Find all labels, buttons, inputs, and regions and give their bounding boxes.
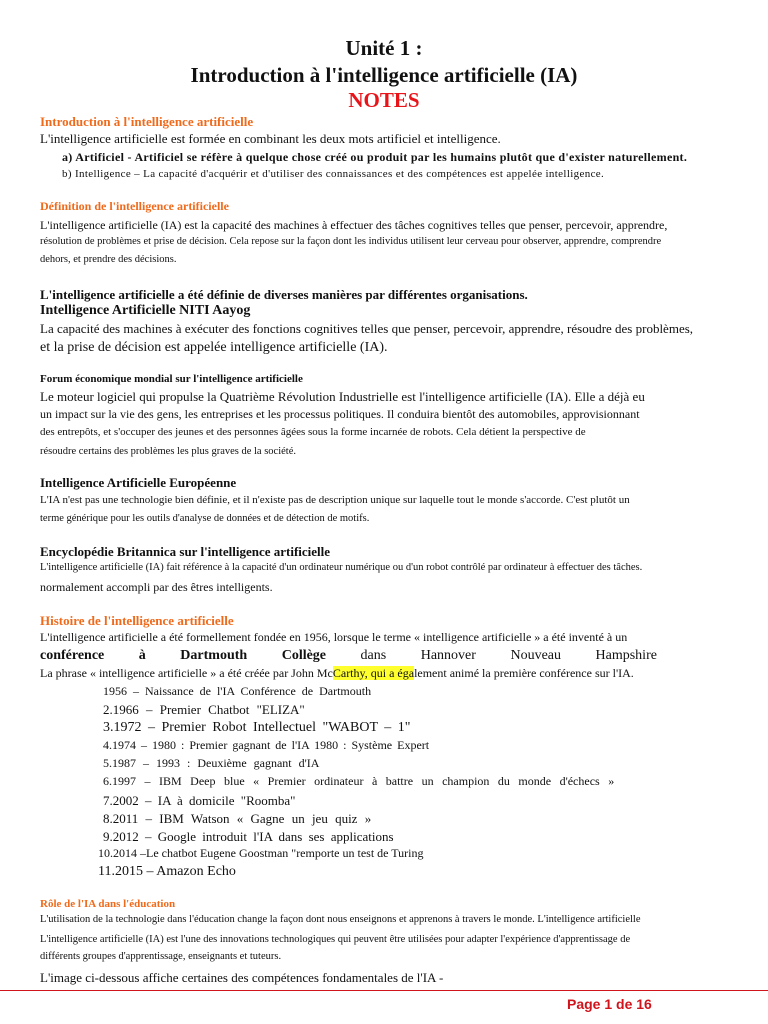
page-title: Introduction à l'intelligence artificielle (IA) <box>190 63 578 87</box>
history-line-1: L'intelligence artificielle a été formellement fondée en 1956, lorsque le terme « intelligence artificielle » a été inventé à un <box>40 630 628 644</box>
various-heading: L'intelligence artificielle a été définie de diverses manières par différentes organisations. <box>40 287 528 302</box>
conf-word: Collège <box>281 648 327 663</box>
timeline-item: 9.2012 – Google introduit l'IA dans ses applications <box>103 829 394 844</box>
forum-heading: Forum économique mondial sur l'intelligence artificielle <box>40 373 303 385</box>
intro-line: L'intelligence artificielle est formée en combinant les deux mots artificiel et intelligence. <box>40 131 501 146</box>
notes-label: NOTES <box>348 88 420 112</box>
definition-heading: Définition de l'intelligence artificielle <box>40 199 229 213</box>
niti-line-2: et la prise de décision est appelée intelligence artificielle (IA). <box>40 340 388 355</box>
page-number: Page 1 de 16 <box>567 996 652 1012</box>
education-heading: Rôle de l'IA dans l'éducation <box>40 898 176 910</box>
timeline-item: 2.1966 – Premier Chatbot "ELIZA" <box>103 702 305 717</box>
europe-heading: Intelligence Artificielle Européenne <box>40 475 237 490</box>
forum-line-2: un impact sur la vie des gens, les entreprises et les processus politiques. Il conduira bientôt des automobiles, approvisionnant <box>40 407 640 421</box>
timeline-item: 8.2011 – IBM Watson « Gagne un jeu quiz » <box>103 811 372 826</box>
intro-item-b: b) Intelligence – La capacité d'acquérir et d'utiliser des connaissances et des compétences est appelée intelligence. <box>62 168 605 180</box>
britannica-line-2: normalement accompli par des êtres intelligents. <box>40 580 273 594</box>
history-conference-line <box>40 648 657 664</box>
phrase-highlight: Carthy, qui a éga <box>332 666 415 680</box>
timeline-item: 1956 – Naissance de l'IA Conférence de Dartmouth <box>103 684 372 698</box>
conf-word: dans <box>360 648 387 663</box>
history-phrase-line <box>40 666 634 681</box>
niti-heading: Intelligence Artificielle NITI Aayog <box>40 303 251 318</box>
forum-line-4: résoudre certains des problèmes les plus graves de la société. <box>40 446 296 457</box>
conf-word: à <box>138 648 146 663</box>
footer-rule <box>0 990 768 991</box>
conf-word: Nouveau <box>510 648 561 663</box>
phrase-end: lement animé la première conférence sur l'IA. <box>414 666 634 680</box>
conf-word: Dartmouth <box>180 648 248 663</box>
forum-line-3: des entrepôts, et s'occuper des jeunes et des personnes âgées sous la forme incarnée de robots. Cela détient la perspective de <box>40 426 586 438</box>
education-line-3: différents groupes d'apprentissage, enseignants et tuteurs. <box>40 951 282 962</box>
definition-line-1: L'intelligence artificielle (IA) est la capacité des machines à effectuer des tâches cognitives telles que penser, percevoir, apprendre, <box>40 218 668 232</box>
unit-label: Unité 1 : <box>345 36 423 60</box>
europe-line-2: terme générique pour les outils d'analyse de données et de détection de motifs. <box>40 513 370 524</box>
education-line-2: L'intelligence artificielle (IA) est l'une des innovations technologiques qui peuvent être utilisées pour adapter l'expérience d'apprentissage de <box>40 934 631 945</box>
definition-line-3: dehors, et prendre des décisions. <box>40 254 177 265</box>
europe-line-1: L'IA n'est pas une technologie bien définie, et il n'existe pas de description unique sur laquelle tout le monde s'accorde. C'est plutôt un <box>40 494 630 506</box>
intro-item-a: a) Artificiel - Artificiel se réfère à quelque chose créé ou produit par les humains plutôt que d'exister naturellement. <box>62 150 688 164</box>
britannica-heading: Encyclopédie Britannica sur l'intelligence artificielle <box>40 544 331 559</box>
definition-line-2: résolution de problèmes et prise de décision. Cela repose sur la façon dont les individus utilisent leur cerveau pour observer, apprendre, comprendre <box>40 236 662 247</box>
britannica-line-1: L'intelligence artificielle (IA) fait référence à la capacité d'un ordinateur numérique ou d'un robot contrôlé par ordinateur à effectuer des tâches. <box>40 562 643 573</box>
conf-word: conférence <box>40 648 105 663</box>
timeline-item: 5.1987 – 1993 : Deuxième gagnant d'IA <box>103 756 320 770</box>
niti-line-1: La capacité des machines à exécuter des fonctions cognitives telles que penser, percevoir, apprendre, résoudre des problèmes, <box>40 321 694 336</box>
history-heading: Histoire de l'intelligence artificielle <box>40 613 234 628</box>
timeline-item: 10.2014 –Le chatbot Eugene Goostman "remporte un test de Turing <box>98 846 424 860</box>
phrase-start: La phrase « intelligence artificielle » a été créée par John Mc <box>40 666 333 680</box>
forum-line-1: Le moteur logiciel qui propulse la Quatrième Révolution Industrielle est l'intelligence artificielle (IA). Elle a déjà eu <box>40 389 645 404</box>
conf-word: Hannover <box>420 648 476 663</box>
intro-heading: Introduction à l'intelligence artificielle <box>40 114 254 129</box>
education-line-1: L'utilisation de la technologie dans l'éducation change la façon dont nous enseignons et apprenons à travers le monde. L'intelligence artificielle <box>40 914 641 925</box>
conf-word: Hampshire <box>595 648 657 663</box>
timeline-item: 3.1972 – Premier Robot Intellectuel "WABOT – 1" <box>103 720 411 735</box>
timeline-item: 6.1997 – IBM Deep blue « Premier ordinateur à battre un champion du monde d'échecs » <box>103 774 615 788</box>
education-line-4: L'image ci-dessous affiche certaines des compétences fondamentales de l'IA - <box>40 970 444 985</box>
timeline-item: 4.1974 – 1980 : Premier gagnant de l'IA 1980 : Système Expert <box>103 738 430 752</box>
timeline-item: 7.2002 – IA à domicile "Roomba" <box>103 793 296 808</box>
timeline-item: 11.2015 – Amazon Echo <box>98 864 236 879</box>
